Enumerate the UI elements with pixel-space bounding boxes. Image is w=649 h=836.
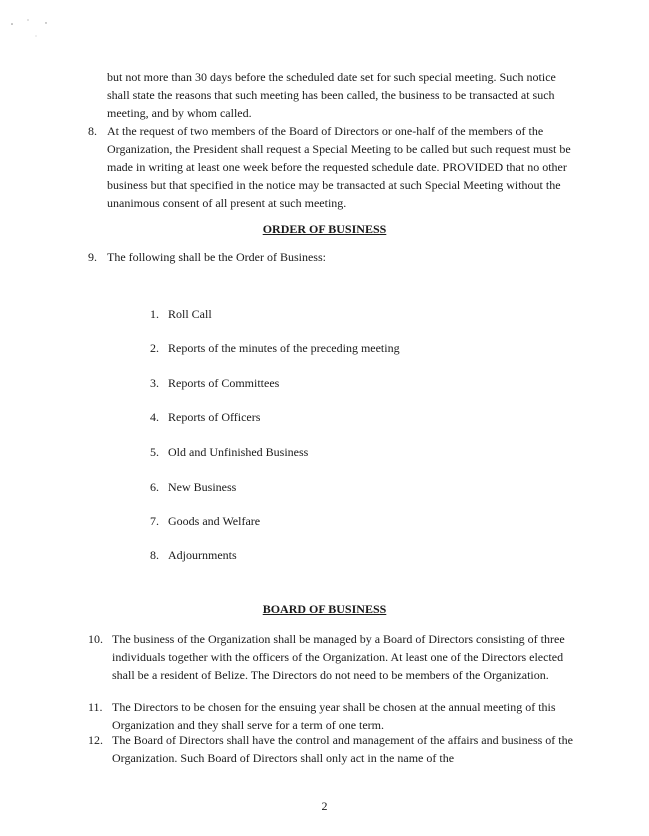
order-item-number: 3. — [150, 376, 159, 390]
section-10-number: 10. — [88, 632, 103, 646]
order-item-label: Reports of Officers — [168, 410, 261, 424]
order-item-label: Old and Unfinished Business — [168, 445, 309, 459]
section-10-text: The business of the Organization shall be managed by a Board of Directors consisting of three individuals together with the officers of the Organization. At least one of the Directors elected shall be a resident of Belize. The Directors do not need to be members of the Organization. — [112, 632, 565, 682]
order-item-5 — [150, 443, 308, 461]
section-11-text: The Directors to be chosen for the ensuing year shall be chosen at the annual meeting of this Organization and they shall serve for a term of one term. — [112, 700, 556, 732]
order-item-label: Reports of Committees — [168, 376, 280, 390]
order-item-number: 8. — [150, 548, 159, 562]
order-item-7 — [150, 512, 260, 530]
order-item-8 — [150, 546, 237, 564]
section-12-number: 12. — [88, 733, 103, 747]
page-number: 2 — [321, 799, 328, 813]
order-of-business-heading: ORDER OF BUSINESS — [262, 222, 387, 236]
order-item-1 — [150, 305, 212, 323]
board-of-business-heading: BOARD OF BUSINESS — [262, 602, 387, 616]
order-item-2 — [150, 339, 400, 357]
order-item-6 — [150, 478, 236, 496]
section-8-text: At the request of two members of the Board of Directors or one-half of the members of the Organization, the President shall request a Special Meeting to be called but such request must be made in writing at least one week before the requested schedule date. PROVIDED that no other business but that specified in the notice may be transacted at such Special Meeting without the unanimous consent of all present at such meeting. — [107, 124, 571, 210]
order-item-number: 5. — [150, 445, 159, 459]
section-12-text: The Board of Directors shall have the control and management of the affairs and business of the Organization. Such Board of Directors shall only act in the name of the — [112, 733, 573, 765]
section-11-number: 11. — [88, 700, 103, 714]
scan-specks — [6, 14, 66, 44]
order-item-label: Adjournments — [168, 548, 237, 562]
section-9-number: 9. — [88, 250, 97, 264]
order-item-label: Reports of the minutes of the preceding meeting — [168, 341, 400, 355]
order-item-4 — [150, 408, 260, 426]
order-item-number: 7. — [150, 514, 159, 528]
section-8-number: 8. — [88, 124, 97, 138]
order-item-number: 1. — [150, 307, 159, 321]
order-item-3 — [150, 374, 279, 392]
order-item-label: Goods and Welfare — [168, 514, 261, 528]
order-item-number: 4. — [150, 410, 159, 424]
intro-paragraph: but not more than 30 days before the scheduled date set for such special meeting. Such notice shall state the reasons that such meeting has been called, the business to be transacted at such meeting, and by whom called. — [107, 70, 556, 120]
section-9-text: The following shall be the Order of Business: — [107, 250, 326, 264]
order-item-number: 6. — [150, 480, 159, 494]
order-item-label: Roll Call — [168, 307, 212, 321]
order-item-number: 2. — [150, 341, 159, 355]
order-item-label: New Business — [168, 480, 237, 494]
